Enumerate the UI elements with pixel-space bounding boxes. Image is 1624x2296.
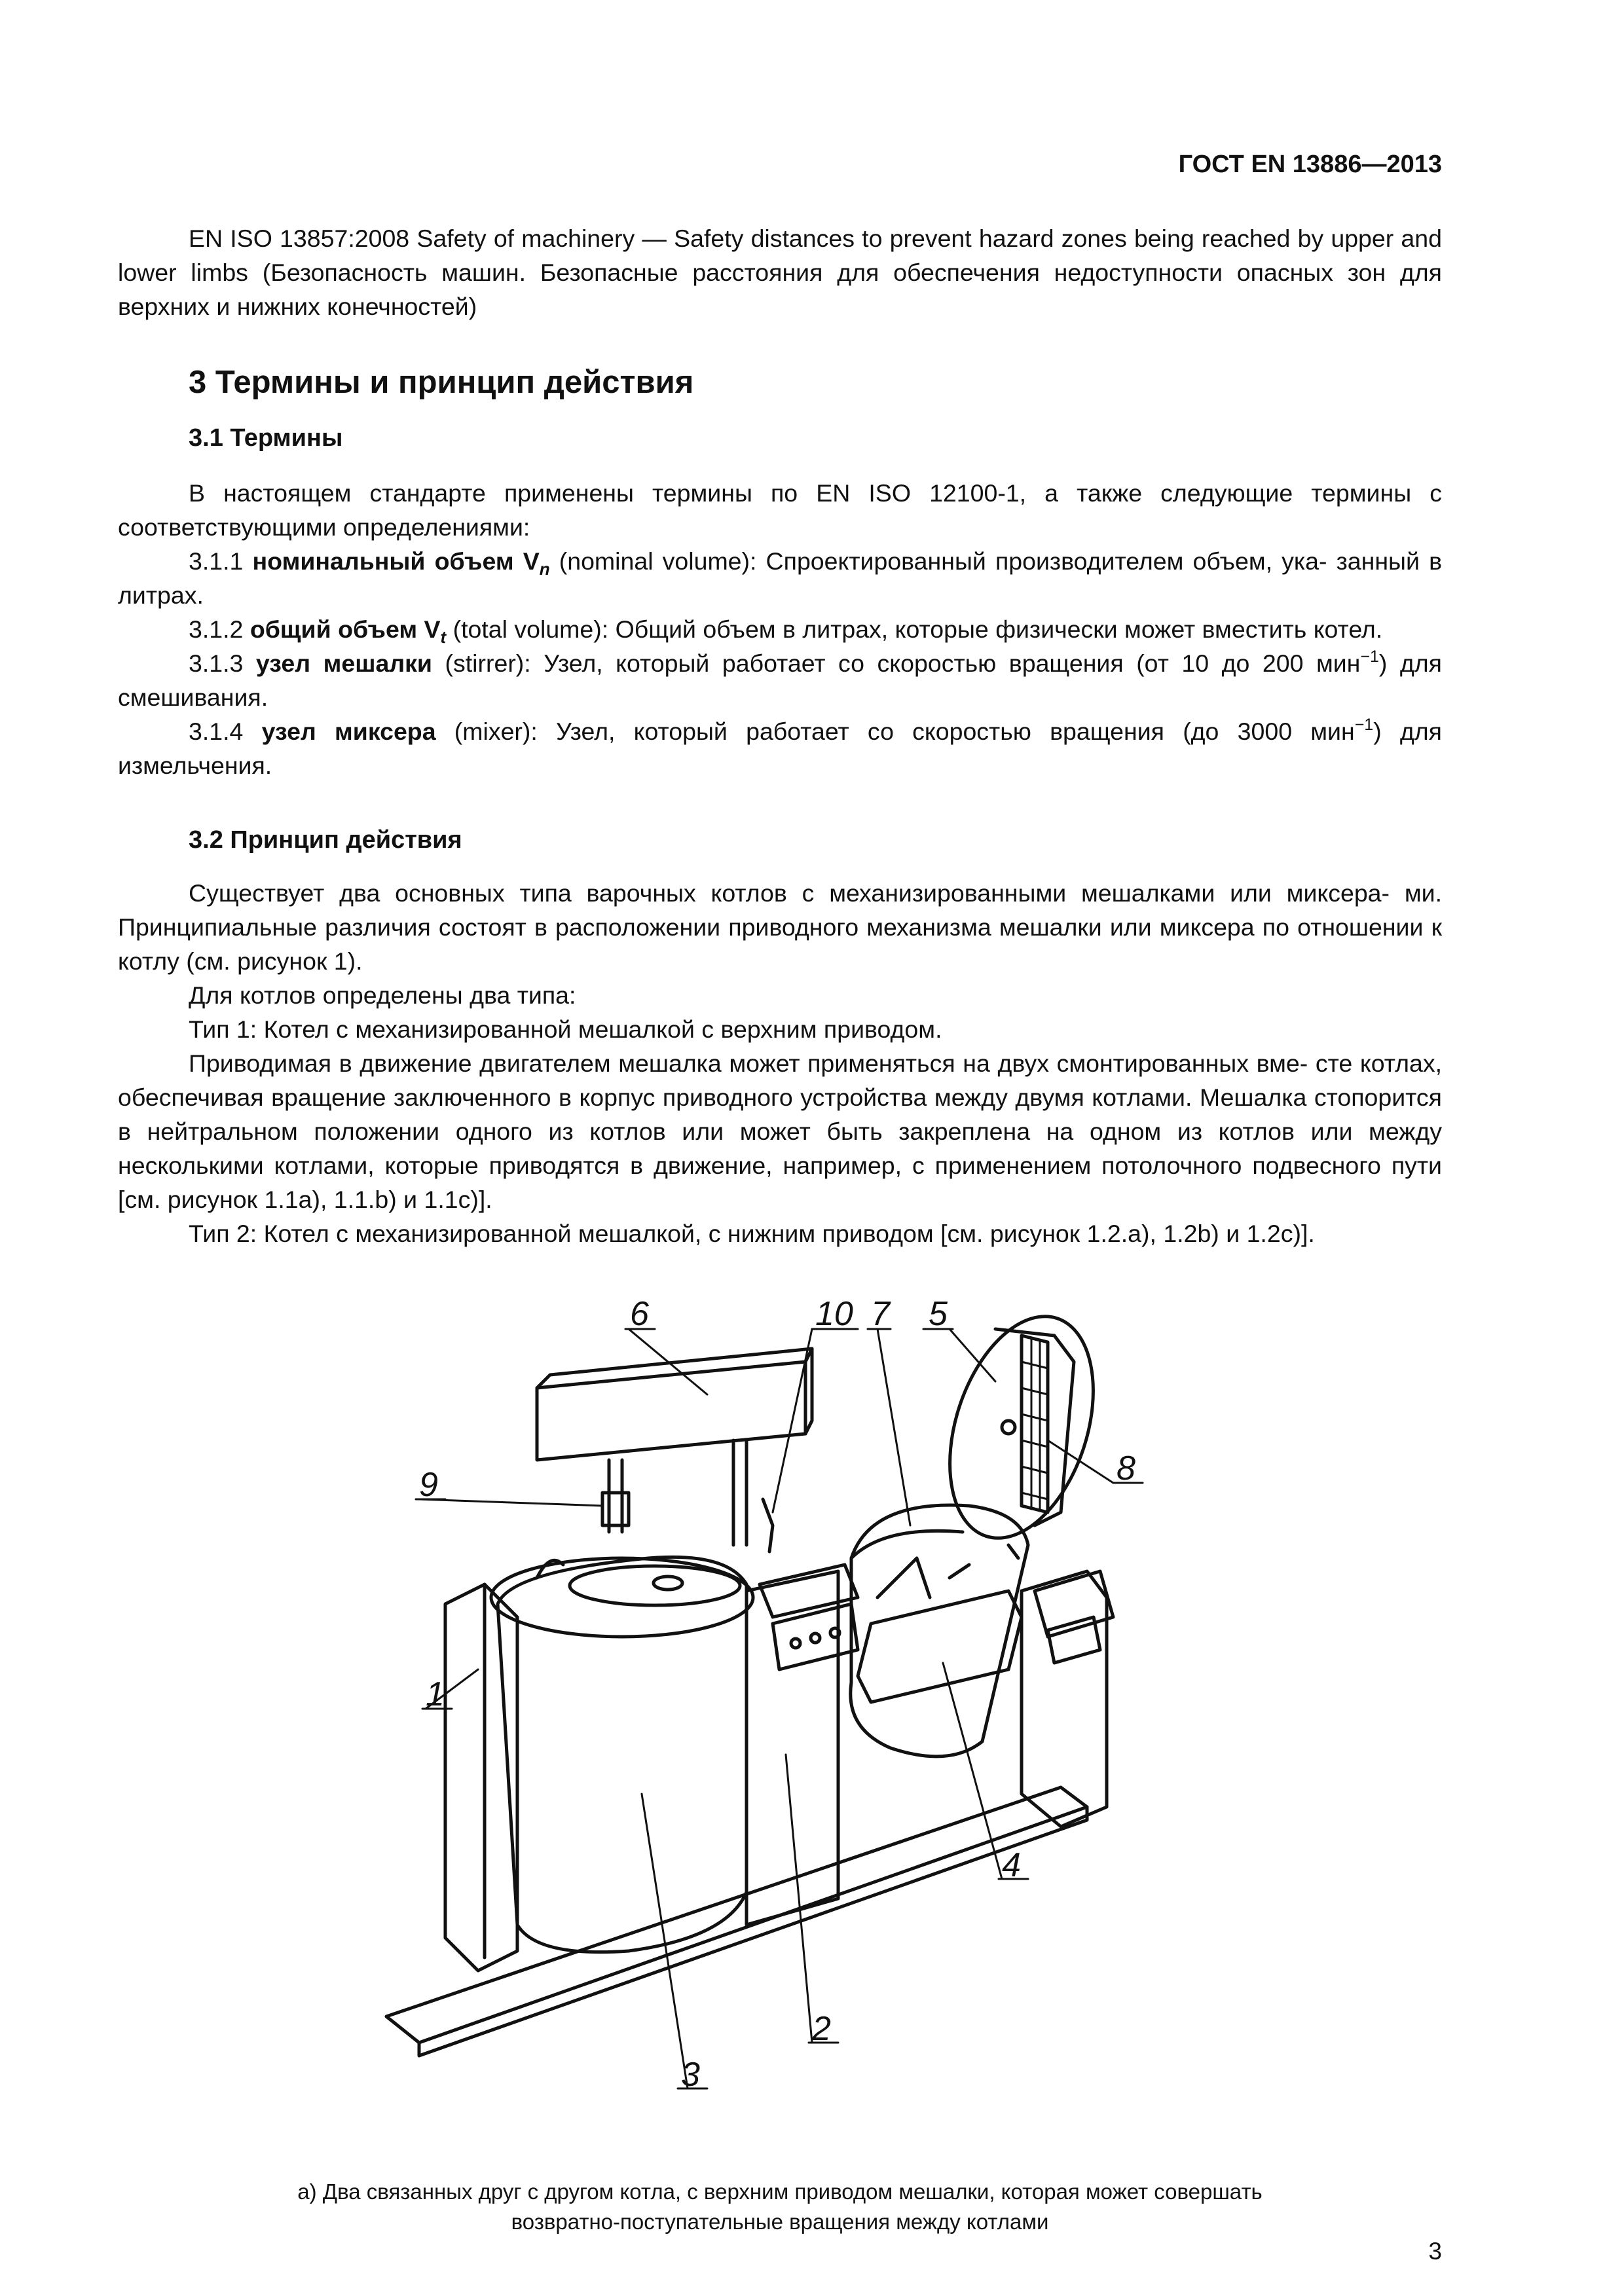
label-5: 5	[929, 1295, 948, 1333]
principle-paragraph-4: Приводимая в движение двигателем мешалка может применяться на двух смонтированных вме- сте котлах, обеспечивая вращение заключенного в корпус приводного устройства между двумя котлами. Мешалка стопорится в нейтральном положении одного из котлов или может быть закреплена на одном из котлов или между несколькими котлами, которые приводятся в движение, например, с применением потолочного подвесного пути [см. рисунок 1.1а), 1.1.b) и 1.1с)].	[118, 1049, 1442, 1213]
terms-block	[118, 476, 1442, 782]
caption-line-1: а) Два связанных друг с другом котла, с верхним приводом мешалки, которая может совершать	[297, 2179, 1263, 2204]
document-header: ГОСТ EN 13886—2013	[1178, 151, 1442, 178]
label-9: 9	[419, 1466, 438, 1504]
intro-block	[118, 221, 1442, 323]
term-3-1-4: 3.1.4 узел миксера (mixer): Узел, который работает со скоростью вращения (до 3000 мин$^{-1}$) для измельчения.	[118, 716, 1442, 779]
terms-intro: В настоящем стандарте применены термины по EN ISO 12100-1, а также следующие термины с соответствующими определениями:	[118, 479, 1442, 541]
section-3-2-title: 3.2 Принцип действия	[189, 826, 462, 854]
label-1: 1	[426, 1675, 445, 1713]
label-8: 8	[1116, 1449, 1135, 1487]
principle-block	[118, 876, 1442, 1250]
term-3-1-1: 3.1.1 номинальный объем $V_n$ (nominal volume): Спроектированный производителем объем, ука- занный в литрах.	[118, 547, 1442, 609]
term-3-1-2: 3.1.2 общий объем $V_t$ (total volume): Общий объем в литрах, которые физически может вместить котел.	[189, 615, 1383, 647]
principle-paragraph-3: Тип 1: Котел с механизированной мешалкой с верхним приводом.	[189, 1015, 942, 1043]
caption-line-2: возвратно-поступательные вращения между котлами	[511, 2210, 1049, 2234]
kettle-3-body	[498, 1557, 747, 1952]
base-plate	[419, 1807, 1087, 2056]
label-3: 3	[681, 2056, 700, 2094]
principle-paragraph-2: Для котлов определены два типа:	[189, 981, 576, 1009]
central-column	[747, 1571, 838, 1925]
intro-paragraph: EN ISO 13857:2008 Safety of machinery — Safety distances to prevent hazard zones being reached by upper and lower limbs (Безопасность машин. Безопасные расстояния для обеспечения недоступности опасных зон для верхних и нижних конечностей)	[118, 225, 1442, 320]
kettle-figure	[367, 1283, 1166, 2121]
label-6: 6	[630, 1295, 649, 1333]
label-7: 7	[871, 1295, 890, 1333]
page-number: 3	[1428, 2238, 1442, 2265]
term-3-1-3: 3.1.3 узел мешалки (stirrer): Узел, который работает со скоростью вращения (от 10 до 200 мин$^{-1}$) для смешивания.	[118, 647, 1442, 711]
figure-caption	[118, 2177, 1442, 2237]
section-3-title: 3 Термины и принцип действия	[189, 365, 694, 400]
left-pillar	[445, 1584, 517, 1971]
principle-paragraph-5: Тип 2: Котел с механизированной мешалкой, с нижним приводом [см. рисунок 1.2.а), 1.2b) и 1.2с)].	[189, 1220, 1315, 1247]
principle-paragraph-1: Существует два основных типа варочных котлов с механизированными мешалками или миксера- ми. Принципиальные различия состоят в расположении приводного механизма мешалки или миксера по отношении к котлу (см. рисунок 1).	[118, 879, 1442, 975]
label-10: 10	[815, 1295, 853, 1333]
label-2: 2	[812, 2010, 831, 2048]
label-4: 4	[1002, 1846, 1021, 1884]
section-3-1-title: 3.1 Термины	[189, 424, 343, 452]
motor-housing-6	[537, 1362, 805, 1460]
